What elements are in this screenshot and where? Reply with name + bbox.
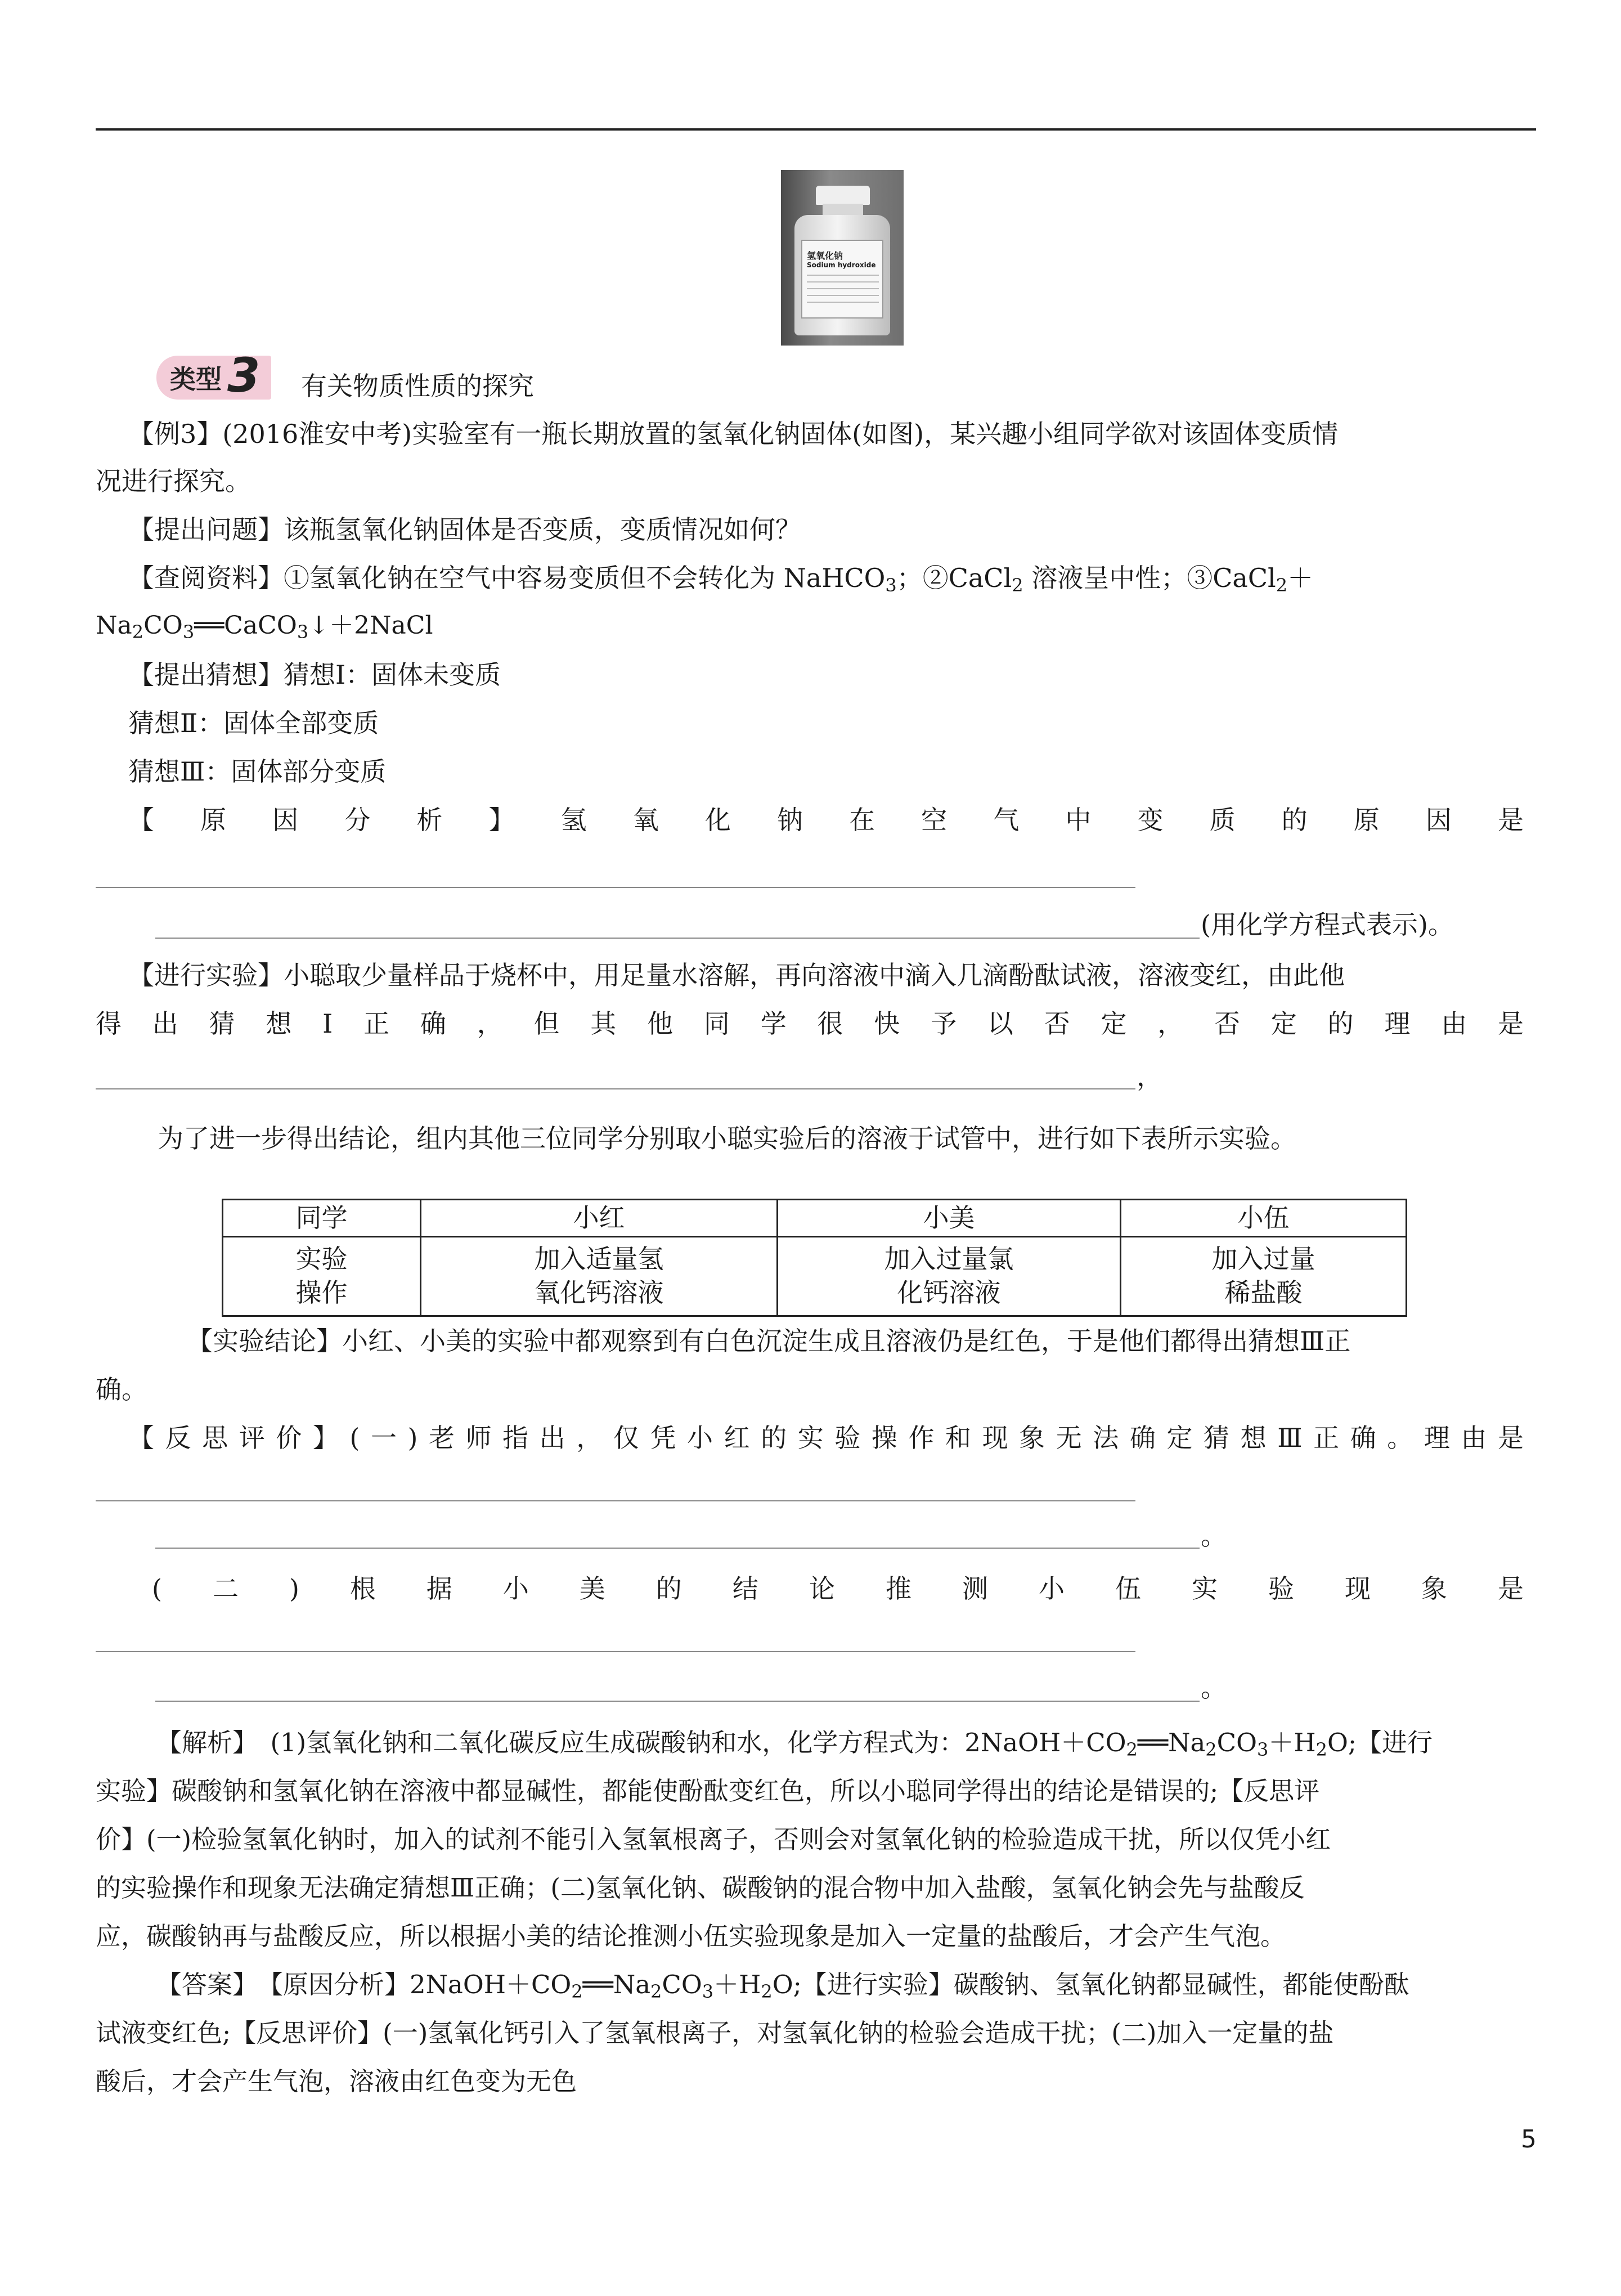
table-header-cell: 小伍	[1121, 1200, 1407, 1237]
info-line-1: 【查阅资料】①氢氧化钠在空气中容易变质但不会转化为 NaHCO$_3$；②CaCl$_2$ 溶液呈中性；③CaCl$_2$＋	[128, 563, 1314, 596]
table-header-cell: 小红	[421, 1200, 778, 1237]
table-header-cell: 同学	[223, 1200, 421, 1237]
reflect-end-1: 。	[1201, 1521, 1227, 1551]
reflect-line-2: (二)根据小美的结论推测小伍实验现象是	[152, 1573, 1524, 1604]
example-line-1: 【例3】(2016淮安中考)实验室有一瓶长期放置的氢氧化钠固体(如图)，某兴趣小组同学欲对该固体变质情	[128, 419, 1339, 449]
bottle-body	[794, 215, 890, 335]
bottle-label-fine-print	[807, 275, 879, 308]
bottle-label-cn: 氢氧化钠	[807, 250, 843, 261]
analysis-line-2: 实验】碳酸钠和氢氧化钠在溶液中都显碱性，都能使酚酞变红色，所以小聪同学得出的结论是错误的;【反思评	[96, 1776, 1320, 1806]
sodium-hydroxide-bottle-photo	[781, 170, 904, 346]
guess-3: 猜想Ⅲ：固体部分变质	[128, 756, 387, 787]
type-badge-number: 3	[227, 348, 261, 403]
conclusion-line-1: 【实验结论】小红、小美的实验中都观察到有白色沉淀生成且溶液仍是红色，于是他们都得出猜想Ⅲ正	[187, 1326, 1351, 1356]
answer-line-2: 试液变红色;【反思评价】(一)氢氧化钙引入了氢氧根离子，对氢氧化钠的检验会造成干扰；(二)加入一定量的盐	[96, 2018, 1334, 2048]
info-line-2: $Na_2CO_3══CaCO_3↓+2NaCl$	[96, 611, 433, 643]
reflect-blank-2[interactable]	[155, 1548, 1200, 1549]
type-badge-word: 类型	[170, 364, 222, 394]
guess-2: 猜想Ⅱ：固体全部变质	[128, 708, 379, 738]
experiment-line-2: 得出猜想Ⅰ正确，但其他同学很快予以否定，否定的理由是	[96, 1008, 1524, 1039]
reason-blank-2[interactable]	[155, 938, 1200, 939]
reason-blank-1[interactable]	[96, 887, 1135, 888]
table-cell: 加入过量氯 化钙溶液	[778, 1237, 1121, 1316]
reflect-blank-3[interactable]	[96, 1651, 1135, 1652]
header-rule	[96, 128, 1536, 131]
experiment-table	[222, 1199, 1407, 1317]
bottle-neck	[823, 204, 863, 216]
answer-line-1: 【答案】 【原因分析】$2NaOH+CO_2══Na_2CO_3+H_2O$;【进行实验】碳酸钠、氢氧化钠都显碱性，都能使酚酞	[156, 1970, 1409, 2002]
question-line: 【提出问题】该瓶氢氧化钠固体是否变质，变质情况如何？	[128, 514, 801, 545]
type-badge	[156, 348, 271, 403]
table-cell: 加入适量氢 氧化钙溶液	[421, 1237, 778, 1316]
table-row-label: 实验 操作	[223, 1237, 421, 1316]
bottle-label	[801, 240, 883, 319]
table-header-cell: 小美	[778, 1200, 1121, 1237]
reason-line: 【原因分析】氢氧化钠在空气中变质的原因是	[128, 805, 1524, 835]
bottle-cap	[816, 186, 870, 205]
experiment-comma: ，	[1137, 1061, 1162, 1092]
experiment-line-3: 为了进一步得出结论，组内其他三位同学分别取小聪实验后的溶液于试管中，进行如下表所示实验。	[158, 1123, 1296, 1154]
experiment-blank[interactable]	[96, 1088, 1135, 1089]
reflect-end-2: 。	[1201, 1672, 1227, 1703]
reflect-blank-4[interactable]	[155, 1701, 1200, 1702]
bottle-label-en: Sodium hydroxide	[807, 261, 876, 269]
page-number: 5	[1521, 2125, 1537, 2154]
example-line-2: 况进行探究。	[96, 466, 251, 496]
analysis-line-1: 【解析】 (1)氢氧化钠和二氧化碳反应生成碳酸钠和水，化学方程式为：$2NaOH+CO_2══Na_2CO_3+H_2O$;【进行	[156, 1728, 1433, 1760]
reason-tail: (用化学方程式表示)。	[1201, 909, 1454, 940]
analysis-line-4: 的实验操作和现象无法确定猜想Ⅲ正确；(二)氢氧化钠、碳酸钠的混合物中加入盐酸，氢氧化钠会先与盐酸反	[96, 1873, 1305, 1903]
analysis-line-5: 应，碳酸钠再与盐酸反应，所以根据小美的结论推测小伍实验现象是加入一定量的盐酸后，才会产生气泡。	[96, 1921, 1286, 1951]
answer-line-3: 酸后，才会产生气泡，溶液由红色变为无色	[96, 2066, 577, 2096]
guess-1: 【提出猜想】猜想Ⅰ：固体未变质	[128, 660, 501, 690]
type-title: 有关物质性质的探究	[301, 371, 534, 401]
experiment-line-1: 【进行实验】小聪取少量样品于烧杯中，用足量水溶解，再向溶液中滴入几滴酚酞试液，溶液变红，由此他	[128, 960, 1345, 990]
table-row	[223, 1200, 1407, 1237]
analysis-line-3: 价】(一)检验氢氧化钠时，加入的试剂不能引入氢氧根离子，否则会对氢氧化钠的检验造成干扰，所以仅凭小红	[96, 1824, 1331, 1854]
reflect-line-1: 【反思评价】(一)老师指出，仅凭小红的实验操作和现象无法确定猜想Ⅲ正确。理由是	[128, 1423, 1524, 1453]
conclusion-line-2: 确。	[96, 1374, 147, 1405]
table-row	[223, 1237, 1407, 1316]
reflect-blank-1[interactable]	[96, 1500, 1135, 1501]
table-cell: 加入过量 稀盐酸	[1121, 1237, 1407, 1316]
